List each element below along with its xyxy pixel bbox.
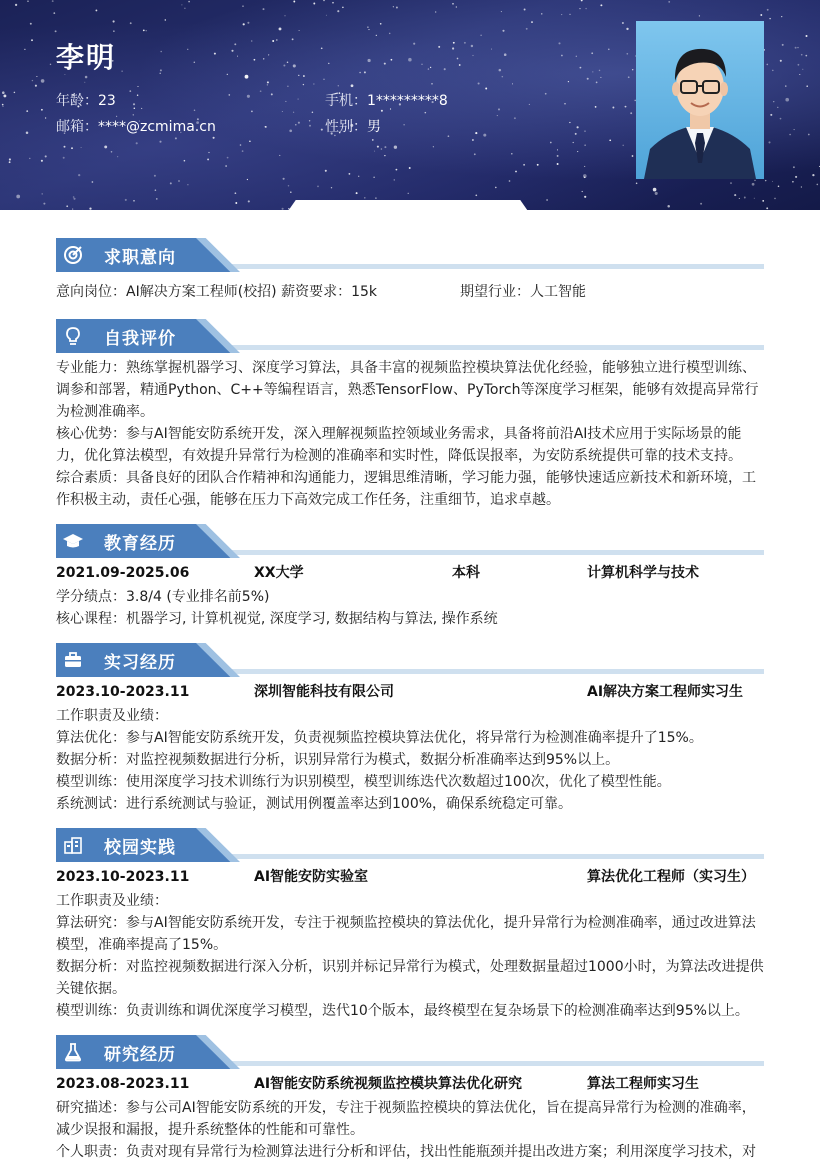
internship-intro: 工作职责及业绩：: [56, 708, 168, 724]
section-header-campus: [56, 828, 764, 862]
self-eval-professional: 专业能力：熟练掌握机器学习、深度学习算法，具备丰富的视频监控模块算法优化经验，能够独立进行模型训练、调参和部署，精通Python、C++等编程语言，熟悉TensorFlow、PyTorch等深度学习框架，能够有效提高异常行为检测准确率。: [56, 360, 759, 420]
section-title: 研究经历: [104, 1045, 176, 1065]
education-degree: 本科: [452, 565, 480, 581]
building-icon: [62, 834, 84, 856]
education-courses: 核心课程：机器学习, 计算机视觉, 深度学习, 数据结构与算法, 操作系统: [56, 611, 498, 627]
internship-item: 模型训练：使用深度学习技术训练行为识别模型，模型训练迭代次数超过100次，优化了模型性能。: [56, 774, 671, 790]
education-major: 计算机科学与技术: [587, 565, 699, 581]
resume-header: [0, 0, 820, 210]
phone-info: [325, 90, 448, 110]
section-title: 实习经历: [104, 653, 176, 673]
intent-industry: 期望行业：人工智能: [460, 284, 586, 300]
campus-item: 模型训练：负责训练和调优深度学习模型，迭代10个版本，最终模型在复杂场景下的检测准确率达到95%以上。: [56, 1003, 749, 1019]
research-role: 算法工程师实习生: [587, 1076, 699, 1092]
email-value: ****@zcmima.cn: [98, 119, 216, 135]
campus-item: 数据分析：对监控视频数据进行深入分析，识别并标记异常行为模式，处理数据量超过1000小时，为算法改进提供关键依据。: [56, 959, 764, 997]
flask-icon: [62, 1041, 84, 1063]
avatar: [636, 21, 764, 179]
age-value: 23: [98, 93, 116, 109]
internship-role: AI解决方案工程师实习生: [587, 684, 744, 700]
lightbulb-icon: [62, 325, 84, 347]
header-notch: [286, 200, 530, 214]
intent-position: 意向岗位：AI解决方案工程师(校招) 薪资要求：15k: [56, 284, 378, 300]
research-description: 研究描述：参与公司AI智能安防系统的开发，专注于视频监控模块的算法优化，旨在提高异常行为检测的准确率，减少误报和漏报，提升系统整体的性能和可靠性。: [56, 1100, 756, 1138]
internship-item: 数据分析：对监控视频数据进行分析，识别异常行为模式，数据分析准确率达到95%以上。: [56, 752, 620, 768]
section-title: 求职意向: [104, 248, 176, 268]
research-date: 2023.08-2023.11: [56, 1076, 190, 1092]
campus-item: 算法研究：参与AI智能安防系统开发，专注于视频监控模块的算法优化，提升异常行为检测准确率，通过改进算法模型，准确率提高了15%。: [56, 915, 756, 953]
education-gpa: 学分绩点：3.8/4 (专业排名前5%): [56, 589, 270, 605]
section-header-self-evaluation: [56, 319, 764, 353]
section-title: 自我评价: [104, 329, 176, 349]
campus-date: 2023.10-2023.11: [56, 869, 190, 885]
gender-label: 性别：: [325, 119, 367, 135]
age-info: [56, 90, 116, 110]
gender-info: [325, 116, 381, 136]
internship-item: 系统测试：进行系统测试与验证，测试用例覆盖率达到100%，确保系统稳定可靠。: [56, 796, 573, 812]
phone-value: 1*********8: [367, 93, 448, 109]
campus-role: 算法优化工程师（实习生）: [587, 869, 755, 885]
research-duties: 个人职责：负责对现有异常行为检测算法进行分析和评估，找出性能瓶颈并提出改进方案；利用深度学习技术，对: [56, 1144, 756, 1160]
education-school: XX大学: [254, 565, 304, 581]
campus-org: AI智能安防实验室: [254, 869, 369, 885]
section-header-education: [56, 524, 764, 558]
internship-item: 算法优化：参与AI智能安防系统开发，负责视频监控模块算法优化，将异常行为检测准确率提升了15%。: [56, 730, 703, 746]
section-header-intent: [56, 238, 764, 272]
age-label: 年龄：: [56, 93, 98, 109]
campus-intro: 工作职责及业绩：: [56, 893, 168, 909]
graduation-cap-icon: [62, 530, 84, 552]
self-eval-advantage: 核心优势：参与AI智能安防系统开发，深入理解视频监控领域业务需求，具备将前沿AI技术应用于实际场景的能力，优化算法模型，有效提升异常行为检测的准确率和实时性，降低误报率，为安防系统提供可靠的技术支持。: [56, 426, 742, 464]
candidate-name: 李明: [56, 41, 117, 74]
research-project: AI智能安防系统视频监控模块算法优化研究: [254, 1076, 523, 1092]
self-eval-quality: 综合素质：具备良好的团队合作精神和沟通能力，逻辑思维清晰，学习能力强，能够快速适应新技术和新环境，工作积极主动，责任心强，能够在压力下高效完成工作任务，注重细节，追求卓越。: [56, 470, 756, 508]
email-info: [56, 116, 216, 136]
internship-date: 2023.10-2023.11: [56, 684, 190, 700]
section-title: 教育经历: [104, 534, 176, 554]
phone-label: 手机：: [325, 93, 367, 109]
target-icon: [62, 244, 84, 266]
internship-company: 深圳智能科技有限公司: [254, 684, 394, 700]
portrait-illustration: [636, 21, 764, 179]
section-header-research: [56, 1035, 764, 1069]
section-title: 校园实践: [104, 838, 176, 858]
section-header-internship: [56, 643, 764, 677]
gender-value: 男: [367, 119, 381, 135]
email-label: 邮箱：: [56, 119, 98, 135]
briefcase-icon: [62, 649, 84, 671]
education-date: 2021.09-2025.06: [56, 565, 190, 581]
